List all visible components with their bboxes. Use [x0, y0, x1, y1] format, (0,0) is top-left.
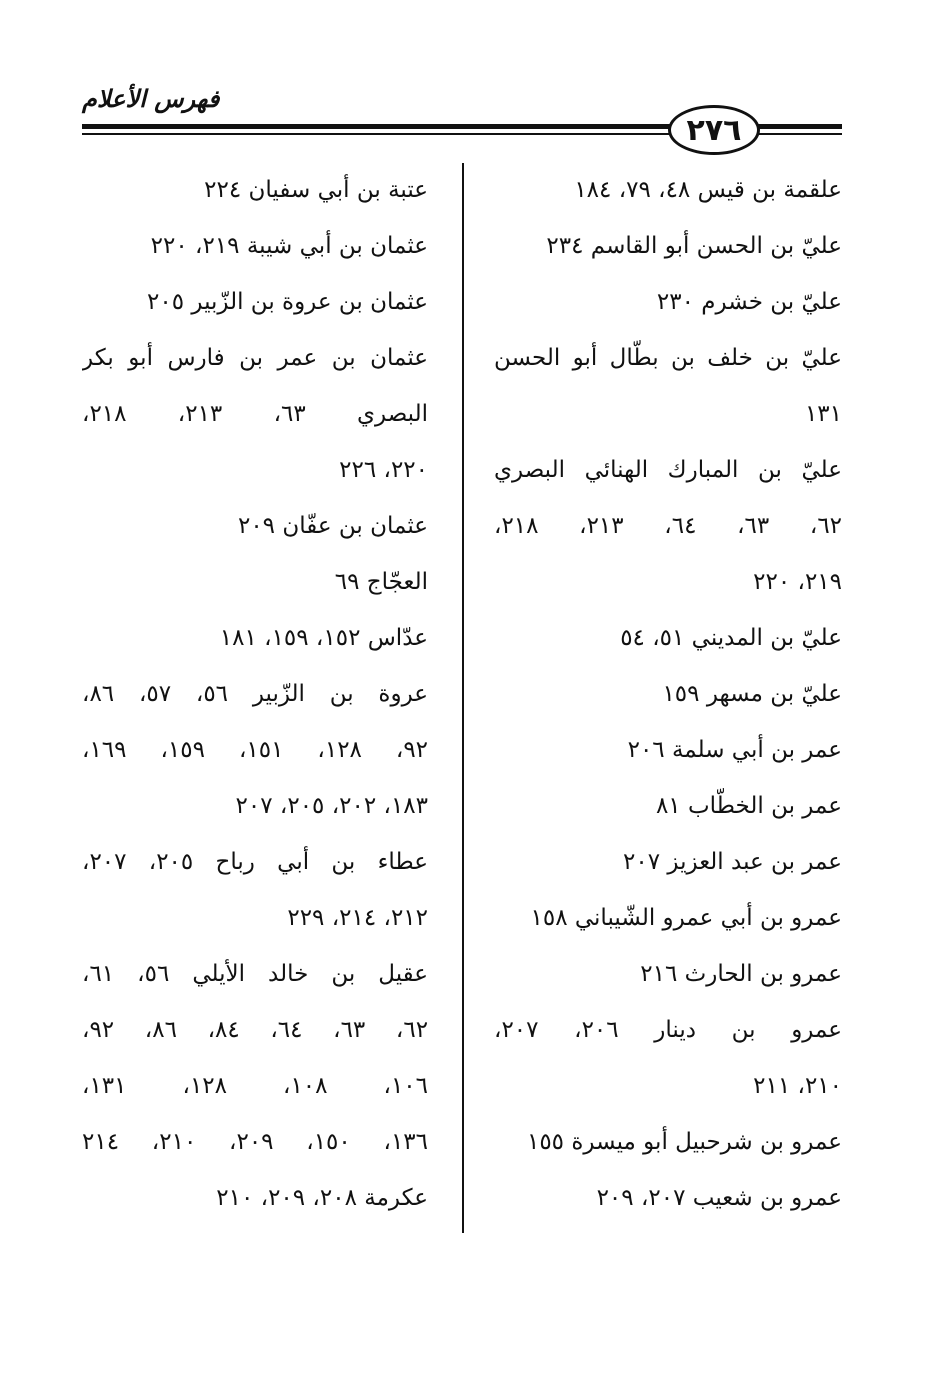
- index-entry-line: عكرمة ٢٠٨، ٢٠٩، ٢١٠: [216, 1185, 428, 1211]
- index-entry-line: البصري ٦٣، ٢١٣، ٢١٨،: [82, 401, 428, 427]
- index-entry-line: ٢٢٠، ٢٢٦: [339, 457, 428, 483]
- index-entry-line: ٦٢، ٦٣، ٦٤، ٨٤، ٨٦، ٩٢،: [82, 1017, 428, 1043]
- index-column-left: [82, 162, 428, 1226]
- index-entry-line: عثمان بن عفّان ٢٠٩: [237, 513, 428, 539]
- index-entry-line: عتبة بن أبي سفيان ٢٢٤: [204, 177, 428, 203]
- index-entry-line: ٦٢، ٦٣، ٦٤، ٢١٣، ٢١٨،: [494, 513, 842, 539]
- index-entry-line: عدّاس ١٥٢، ١٥٩، ١٨١: [219, 625, 428, 651]
- index-column-right: [494, 162, 842, 1226]
- index-entry-line: عليّ بن خشرم ٢٣٠: [656, 289, 842, 315]
- index-entry-line: عمرو بن أبي عمرو الشّيباني ١٥٨: [530, 905, 842, 931]
- index-entry-line: ١٣٦، ١٥٠، ٢٠٩، ٢١٠، ٢١٤: [82, 1129, 428, 1155]
- index-entry-line: عثمان بن أبي شيبة ٢١٩، ٢٢٠: [150, 233, 428, 259]
- index-entry-line: ٢١٢، ٢١٤، ٢٢٩: [287, 905, 428, 931]
- index-entry-line: عليّ بن المديني ٥١، ٥٤: [620, 625, 842, 651]
- index-entry-line: عقيل بن خالد الأيلي ٥٦، ٦١،: [82, 961, 428, 987]
- index-entry-line: عمر بن الخطّاب ٨١: [655, 793, 842, 819]
- index-entry-line: ٩٢، ١٢٨، ١٥١، ١٥٩، ١٦٩،: [82, 737, 428, 763]
- index-entry-line: عليّ بن خلف بن بطّال أبو الحسن: [494, 345, 842, 371]
- index-entry-line: عمرو بن الحارث ٢١٦: [640, 961, 842, 987]
- index-entry-line: ١٠٦، ١٠٨، ١٢٨، ١٣١،: [82, 1073, 428, 1099]
- index-entry-line: عليّ بن مسهر ١٥٩: [662, 681, 842, 707]
- page-number-badge: [668, 105, 760, 155]
- index-entry-line: علقمة بن قيس ٤٨، ٧٩، ١٨٤: [574, 177, 842, 203]
- index-entry-line: عمرو بن شرحبيل أبو ميسرة ١٥٥: [526, 1129, 842, 1155]
- index-entry-line: ٢١٠، ٢١١: [753, 1073, 842, 1099]
- index-entry-line: ١٣١: [804, 401, 842, 427]
- index-entry-line: العجّاج ٦٩: [334, 569, 428, 595]
- index-entry-line: عمر بن عبد العزيز ٢٠٧: [623, 849, 842, 875]
- index-entry-line: عطاء بن أبي رباح ٢٠٥، ٢٠٧،: [82, 849, 428, 875]
- index-entry-line: عمرو بن دينار ٢٠٦، ٢٠٧،: [494, 1017, 842, 1043]
- index-entry-line: عليّ بن المبارك الهنائي البصري: [494, 457, 842, 483]
- index-entry-line: ١٨٣، ٢٠٢، ٢٠٥، ٢٠٧: [235, 793, 428, 819]
- running-title: فهرس الأعلام: [82, 84, 220, 113]
- page-number: ٢٧٦: [686, 112, 742, 148]
- index-entry-line: عمر بن أبي سلمة ٢٠٦: [627, 737, 842, 763]
- index-entry-line: عروة بن الزّبير ٥٦، ٥٧، ٨٦،: [82, 681, 428, 707]
- index-entry-line: عثمان بن عروة بن الزّبير ٢٠٥: [147, 289, 428, 315]
- column-divider: [462, 163, 464, 1233]
- index-entry-line: ٢١٩، ٢٢٠: [753, 569, 842, 595]
- index-entry-line: عليّ بن الحسن أبو القاسم ٢٣٤: [546, 233, 842, 259]
- index-entry-line: عثمان بن عمر بن فارس أبو بكر: [82, 345, 428, 371]
- index-entry-line: عمرو بن شعيب ٢٠٧، ٢٠٩: [596, 1185, 842, 1211]
